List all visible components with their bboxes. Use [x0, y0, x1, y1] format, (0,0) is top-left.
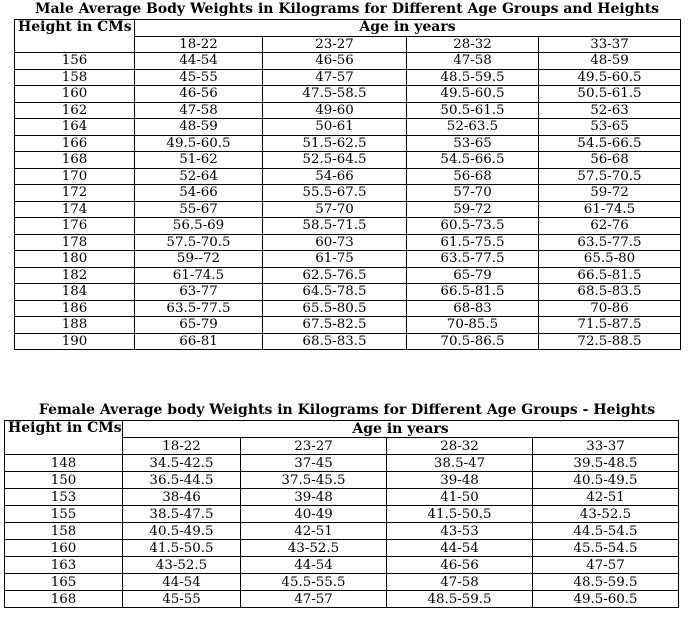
weight-range-cell: 48.5-59.5	[407, 69, 539, 86]
table-row	[15, 317, 681, 334]
weight-range-cell: 43-52.5	[533, 506, 679, 523]
weight-range-cell: 70-86	[539, 300, 681, 317]
weight-range-cell: 60.5-73.5	[407, 218, 539, 235]
weight-range-cell: 68.5-83.5	[263, 333, 407, 350]
age-group-cell: 33-37	[539, 36, 681, 53]
age-header: Age in years	[135, 20, 681, 37]
weight-range-cell: 45.5-55.5	[241, 574, 387, 591]
weight-range-cell: 42-51	[533, 489, 679, 506]
weight-range-cell: 57.5-70.5	[539, 168, 681, 185]
weight-range-cell: 65-79	[135, 317, 263, 334]
weight-range-cell: 49.5-60.5	[135, 135, 263, 152]
weight-range-cell: 57-70	[263, 201, 407, 218]
weight-range-cell: 54.5-66.5	[407, 152, 539, 169]
weight-range-cell: 44.5-54.5	[533, 523, 679, 540]
weight-range-cell: 61-74.5	[135, 267, 263, 284]
height-cell: 156	[15, 53, 135, 70]
table-row	[15, 201, 681, 218]
table-row	[15, 102, 681, 119]
weight-range-cell: 47-58	[135, 102, 263, 119]
weight-range-cell: 55-67	[135, 201, 263, 218]
weight-range-cell: 48-59	[135, 119, 263, 136]
weight-range-cell: 44-54	[123, 574, 241, 591]
weight-range-cell: 56-68	[407, 168, 539, 185]
weight-range-cell: 66.5-81.5	[539, 267, 681, 284]
height-cell: 188	[15, 317, 135, 334]
weight-range-cell: 45-55	[123, 591, 241, 608]
table-row	[15, 284, 681, 301]
weight-range-cell: 59-72	[407, 201, 539, 218]
height-cell: 182	[15, 267, 135, 284]
male-weights-table	[14, 19, 681, 350]
height-cell: 174	[15, 201, 135, 218]
weight-range-cell: 62-76	[539, 218, 681, 235]
weight-range-cell: 39.5-48.5	[533, 455, 679, 472]
height-header: Height in CMs	[15, 20, 135, 53]
height-cell: 160	[5, 540, 123, 557]
weight-range-cell: 61-75	[263, 251, 407, 268]
weight-range-cell: 67.5-82.5	[263, 317, 407, 334]
weight-range-cell: 46-56	[387, 557, 533, 574]
height-cell: 172	[15, 185, 135, 202]
age-group-cell: 33-37	[533, 438, 679, 455]
age-group-cell: 18-22	[123, 438, 241, 455]
age-group-cell: 23-27	[241, 438, 387, 455]
height-cell: 153	[5, 489, 123, 506]
weight-range-cell: 57.5-70.5	[135, 234, 263, 251]
weight-range-cell: 65.5-80	[539, 251, 681, 268]
weight-range-cell: 37.5-45.5	[241, 472, 387, 489]
weight-range-cell: 41.5-50.5	[387, 506, 533, 523]
weight-range-cell: 38.5-47.5	[123, 506, 241, 523]
weight-range-cell: 56-68	[539, 152, 681, 169]
height-cell: 178	[15, 234, 135, 251]
weight-range-cell: 60-73	[263, 234, 407, 251]
weight-range-cell: 65.5-80.5	[263, 300, 407, 317]
weight-range-cell: 63.5-77.5	[539, 234, 681, 251]
weight-range-cell: 50.5-61.5	[539, 86, 681, 103]
table-row	[5, 557, 679, 574]
weight-range-cell: 72.5-88.5	[539, 333, 681, 350]
weight-range-cell: 48.5-59.5	[533, 574, 679, 591]
weight-range-cell: 54.5-66.5	[539, 135, 681, 152]
table-row	[5, 591, 679, 608]
weight-range-cell: 47-57	[533, 557, 679, 574]
height-cell: 158	[15, 69, 135, 86]
height-cell: 166	[15, 135, 135, 152]
weight-range-cell: 55.5-67.5	[263, 185, 407, 202]
weight-range-cell: 63.5-77.5	[135, 300, 263, 317]
weight-range-cell: 52-63	[539, 102, 681, 119]
height-cell: 168	[15, 152, 135, 169]
height-cell: 170	[15, 168, 135, 185]
weight-range-cell: 66-81	[135, 333, 263, 350]
weight-range-cell: 52-63.5	[407, 119, 539, 136]
weight-range-cell: 53-65	[407, 135, 539, 152]
weight-range-cell: 70-85.5	[407, 317, 539, 334]
weight-range-cell: 58.5-71.5	[263, 218, 407, 235]
weight-range-cell: 34.5-42.5	[123, 455, 241, 472]
table-row	[5, 540, 679, 557]
weight-range-cell: 47-57	[241, 591, 387, 608]
table-row	[15, 251, 681, 268]
weight-range-cell: 41.5-50.5	[123, 540, 241, 557]
table-row	[5, 574, 679, 591]
table-row	[15, 86, 681, 103]
weight-range-cell: 63.5-77.5	[407, 251, 539, 268]
weight-range-cell: 56.5-69	[135, 218, 263, 235]
weight-range-cell: 68-83	[407, 300, 539, 317]
height-cell: 184	[15, 284, 135, 301]
weight-range-cell: 49.5-60.5	[539, 69, 681, 86]
table-row	[15, 152, 681, 169]
weight-range-cell: 59--72	[135, 251, 263, 268]
table-row	[15, 69, 681, 86]
weight-range-cell: 44-54	[387, 540, 533, 557]
weight-range-cell: 40.5-49.5	[123, 523, 241, 540]
age-header: Age in years	[123, 421, 679, 438]
height-cell: 148	[5, 455, 123, 472]
table-row	[15, 218, 681, 235]
weight-range-cell: 47-58	[387, 574, 533, 591]
weight-range-cell: 50-61	[263, 119, 407, 136]
weight-range-cell: 52-64	[135, 168, 263, 185]
weight-range-cell: 40-49	[241, 506, 387, 523]
height-cell: 158	[5, 523, 123, 540]
table-row	[5, 472, 679, 489]
weight-range-cell: 43-52.5	[123, 557, 241, 574]
table-row	[5, 506, 679, 523]
weight-range-cell: 40.5-49.5	[533, 472, 679, 489]
weight-range-cell: 46-56	[135, 86, 263, 103]
age-group-cell: 28-32	[387, 438, 533, 455]
height-cell: 150	[5, 472, 123, 489]
weight-range-cell: 62.5-76.5	[263, 267, 407, 284]
height-cell: 160	[15, 86, 135, 103]
table-row	[15, 267, 681, 284]
table-row	[15, 119, 681, 136]
height-cell: 155	[5, 506, 123, 523]
weight-range-cell: 49-60	[263, 102, 407, 119]
height-cell: 168	[5, 591, 123, 608]
height-cell: 186	[15, 300, 135, 317]
weight-range-cell: 44-54	[135, 53, 263, 70]
header-row	[15, 20, 681, 37]
weight-range-cell: 63-77	[135, 284, 263, 301]
weight-range-cell: 51-62	[135, 152, 263, 169]
height-cell: 163	[5, 557, 123, 574]
weight-range-cell: 61-74.5	[539, 201, 681, 218]
weight-range-cell: 36.5-44.5	[123, 472, 241, 489]
weight-range-cell: 64.5-78.5	[263, 284, 407, 301]
weight-range-cell: 45-55	[135, 69, 263, 86]
table-row	[15, 234, 681, 251]
table-row	[15, 333, 681, 350]
weight-range-cell: 38-46	[123, 489, 241, 506]
table-row	[15, 53, 681, 70]
weight-range-cell: 65-79	[407, 267, 539, 284]
weight-range-cell: 52.5-64.5	[263, 152, 407, 169]
weight-range-cell: 57-70	[407, 185, 539, 202]
weight-range-cell: 46-56	[263, 53, 407, 70]
age-group-cell: 23-27	[263, 36, 407, 53]
female-weights-table	[4, 420, 679, 608]
weight-range-cell: 51.5-62.5	[263, 135, 407, 152]
weight-range-cell: 43-52.5	[241, 540, 387, 557]
weight-range-cell: 59-72	[539, 185, 681, 202]
height-cell: 190	[15, 333, 135, 350]
height-cell: 162	[15, 102, 135, 119]
weight-range-cell: 54-66	[263, 168, 407, 185]
weight-range-cell: 61.5-75.5	[407, 234, 539, 251]
age-group-cell: 28-32	[407, 36, 539, 53]
table-row	[5, 523, 679, 540]
header-row	[5, 421, 679, 438]
female-table-title: Female Average body Weights in Kilograms for Different Age Groups - Heights	[38, 402, 656, 418]
weight-range-cell: 70.5-86.5	[407, 333, 539, 350]
weight-range-cell: 66.5-81.5	[407, 284, 539, 301]
weight-range-cell: 47.5-58.5	[263, 86, 407, 103]
weight-range-cell: 49.5-60.5	[407, 86, 539, 103]
age-group-cell: 18-22	[135, 36, 263, 53]
height-cell: 165	[5, 574, 123, 591]
table-row	[5, 489, 679, 506]
weight-range-cell: 41-50	[387, 489, 533, 506]
weight-range-cell: 50.5-61.5	[407, 102, 539, 119]
weight-range-cell: 53-65	[539, 119, 681, 136]
table-row	[15, 185, 681, 202]
weight-range-cell: 42-51	[241, 523, 387, 540]
weight-range-cell: 47-57	[263, 69, 407, 86]
weight-range-cell: 45.5-54.5	[533, 540, 679, 557]
height-header: Height in CMs	[5, 421, 123, 455]
weight-range-cell: 54-66	[135, 185, 263, 202]
table-row	[15, 168, 681, 185]
height-cell: 164	[15, 119, 135, 136]
height-cell: 180	[15, 251, 135, 268]
weight-range-cell: 44-54	[241, 557, 387, 574]
table-row	[5, 455, 679, 472]
weight-range-cell: 68.5-83.5	[539, 284, 681, 301]
weight-range-cell: 43-53	[387, 523, 533, 540]
weight-range-cell: 39-48	[387, 472, 533, 489]
height-cell: 176	[15, 218, 135, 235]
weight-range-cell: 71.5-87.5	[539, 317, 681, 334]
weight-range-cell: 37-45	[241, 455, 387, 472]
weight-range-cell: 49.5-60.5	[533, 591, 679, 608]
weight-range-cell: 47-58	[407, 53, 539, 70]
table-row	[15, 300, 681, 317]
weight-range-cell: 48-59	[539, 53, 681, 70]
weight-range-cell: 39-48	[241, 489, 387, 506]
weight-range-cell: 48.5-59.5	[387, 591, 533, 608]
weight-range-cell: 38.5-47	[387, 455, 533, 472]
table-row	[15, 135, 681, 152]
male-table-title: Male Average Body Weights in Kilograms for Different Age Groups and Heights	[34, 1, 660, 17]
